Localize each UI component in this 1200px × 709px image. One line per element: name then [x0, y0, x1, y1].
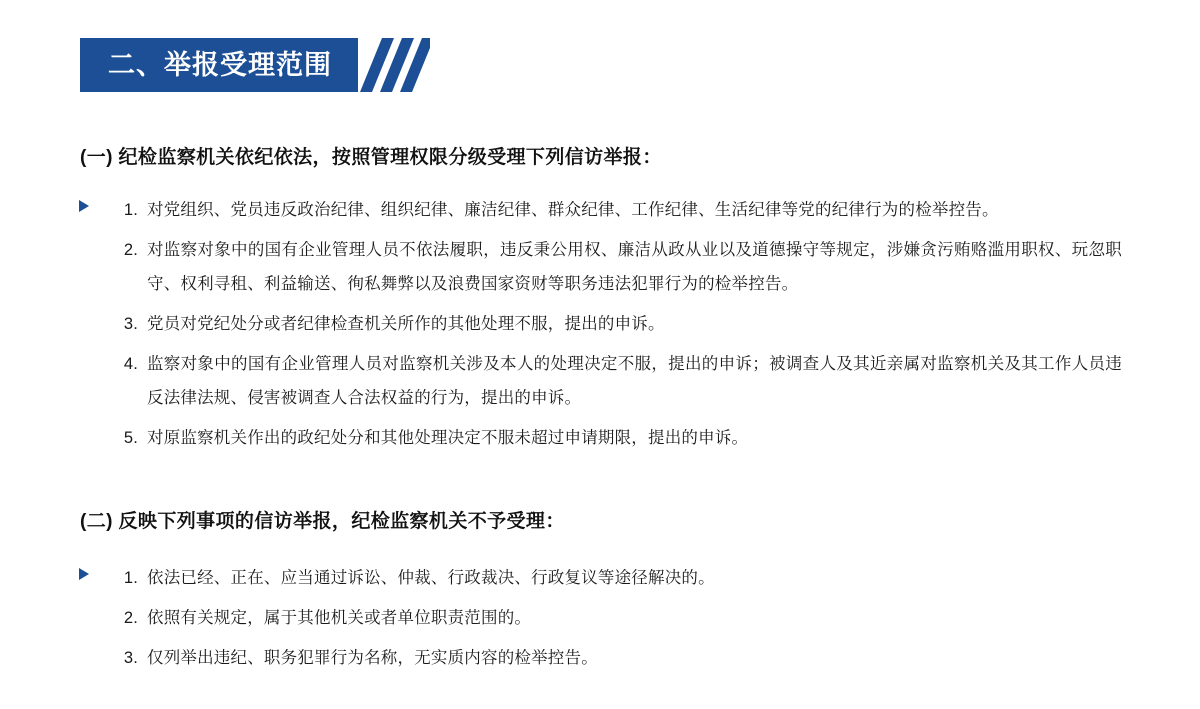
- list-item-text: 对监察对象中的国有企业管理人员不依法履职，违反秉公用权、廉洁从政从业以及道德操守等规定，涉嫌贪污贿赂滥用职权、玩忽职守、权利寻租、利益输送、徇私舞弊以及浪费国家资财等职务违法犯罪行为的检举控告。: [147, 241, 1122, 293]
- list-item-number: 3.: [123, 649, 138, 667]
- list-item-number: 5.: [123, 429, 138, 447]
- banner-slashes-decoration: [358, 38, 430, 92]
- list-item-text: 依照有关规定，属于其他机关或者单位职责范围的。: [147, 609, 532, 627]
- subsection-heading-1: (一) 纪检监察机关依纪依法，按照管理权限分级受理下列信访举报：: [80, 147, 662, 168]
- page-title: 二、举报受理范围: [108, 49, 332, 80]
- list-item-text: 党员对党纪处分或者纪律检查机关所作的其他处理不服，提出的申诉。: [147, 315, 665, 333]
- list-item-number: 2.: [123, 241, 138, 259]
- section-banner: [80, 38, 430, 92]
- section-banner-box: [80, 38, 358, 92]
- list-item-number: 1.: [123, 201, 138, 219]
- list-item-number: 3.: [123, 315, 138, 333]
- arrow-marker-icon-2: [79, 568, 89, 580]
- list-item: [112, 307, 1122, 341]
- arrow-marker-icon-1: [79, 200, 89, 212]
- list-item-text: 仅列举出违纪、职务犯罪行为名称，无实质内容的检举控告。: [147, 649, 598, 667]
- list-item-text: 对原监察机关作出的政纪处分和其他处理决定不服未超过申请期限，提出的申诉。: [147, 429, 749, 447]
- list-item: [112, 233, 1122, 301]
- list-item-number: 2.: [123, 609, 138, 627]
- list-item-number: 1.: [123, 569, 138, 587]
- list-section-1: [112, 193, 1122, 461]
- list-item-text: 监察对象中的国有企业管理人员对监察机关涉及本人的处理决定不服，提出的申诉；被调查人及其近亲属对监察机关及其工作人员违反法律法规、侵害被调查人合法权益的行为，提出的申诉。: [147, 355, 1122, 407]
- list-section-2: [112, 561, 1122, 681]
- list-item-text: 依法已经、正在、应当通过诉讼、仲裁、行政裁决、行政复议等途径解决的。: [147, 569, 715, 587]
- list-item-number: 4.: [123, 355, 138, 373]
- list-item: [112, 347, 1122, 415]
- list-item: [112, 193, 1122, 227]
- subsection-heading-2: (二) 反映下列事项的信访举报，纪检监察机关不予受理：: [80, 511, 565, 532]
- list-item: [112, 601, 1122, 635]
- list-item: [112, 561, 1122, 595]
- list-item: [112, 421, 1122, 455]
- list-item: [112, 641, 1122, 675]
- list-item-text: 对党组织、党员违反政治纪律、组织纪律、廉洁纪律、群众纪律、工作纪律、生活纪律等党的纪律行为的检举控告。: [147, 201, 999, 219]
